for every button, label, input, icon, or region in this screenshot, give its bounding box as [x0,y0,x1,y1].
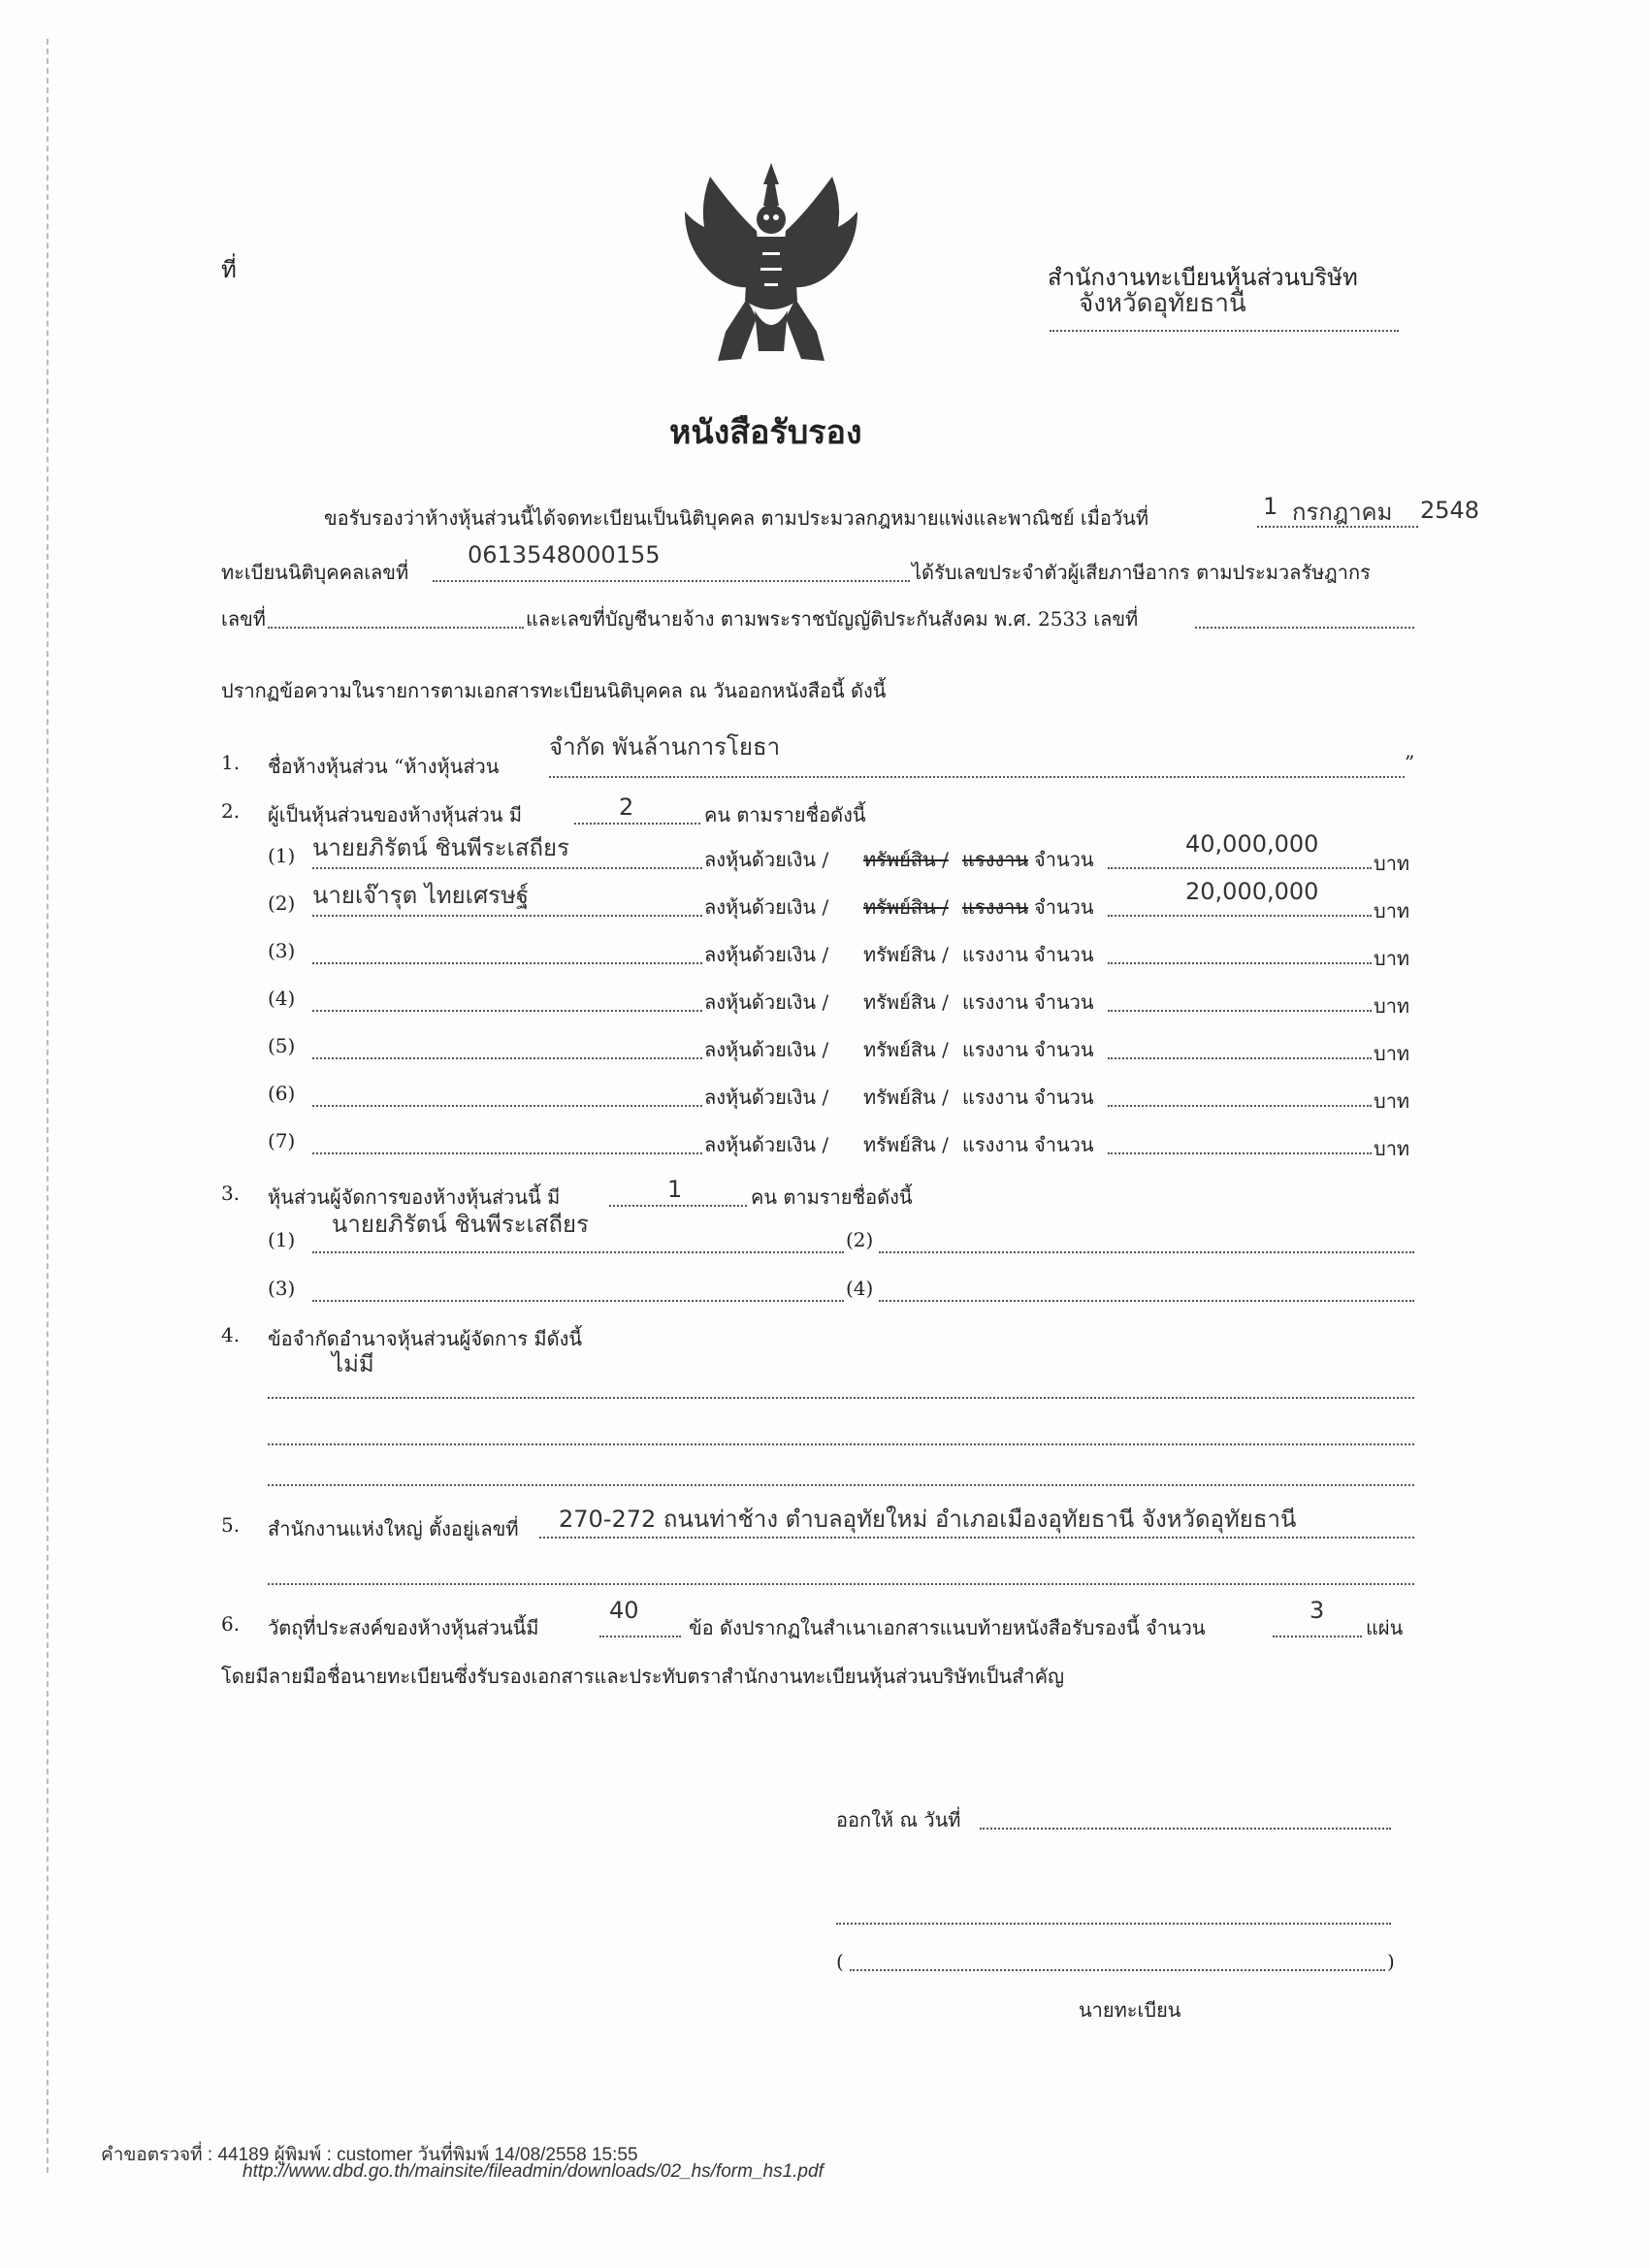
certify-text: ขอรับรองว่าห้างหุ้นส่วนนี้ได้จดทะเบียนเป็นนิติบุคคล ตามประมวลกฎหมายแพ่งและพาณิชย์ เมื่อวันที่ [324,506,1149,530]
item5-num: 5. [221,1513,241,1537]
item3-label-pre: หุ้นส่วนผู้จัดการของห้างหุ้นส่วนนี้ มี [268,1185,561,1209]
reg-year: 2548 [1420,497,1480,524]
item6-label-pre: วัตถุที่ประสงค์ของห้างหุ้นส่วนนี้มี [268,1616,539,1639]
partner-2-invest-asset: ทรัพย์สิน / [863,895,949,919]
appear-text: ปรากฏข้อความในรายการตามเอกสารทะเบียนนิติบุคคล ณ วันออกหนังสือนี้ ดังนี้ [221,679,887,702]
partner-2-invest-labor: แรงงาน [962,895,1029,919]
item6-sheets-line [1273,1636,1362,1637]
partnership-name: จำกัด พันล้านการโยธา [549,733,781,761]
partner-3-name-line [312,962,702,964]
item3-label-post: คน ตามรายชื่อดังนี้ [751,1185,913,1209]
partner-2-invest-cash: ลงหุ้นด้วยเงิน / [704,895,829,919]
manager-2-num: (2) [846,1228,874,1251]
partner-1-amount-line [1108,867,1372,869]
tax-text: ได้รับเลขประจำตัวผู้เสียภาษีอากร ตามประมวลรัษฎากร [912,561,1371,584]
item1-line [549,776,1405,778]
item1-close-quote: ” [1405,751,1415,774]
juristic-no: 0613548000155 [468,541,661,568]
item4-num: 4. [221,1323,241,1346]
sheets-count: 3 [1310,1597,1325,1624]
partner-7-invest-cash: ลงหุ้นด้วยเงิน / [704,1133,829,1156]
ref-label: ที่ [221,256,237,283]
partner-1-amount-label: จำนวน [1034,848,1094,871]
item2-num: 2. [221,799,241,823]
item4-line3 [268,1484,1414,1486]
reg-month: กรกฎาคม [1292,499,1393,526]
request-line: คำขอตรวจที่ : 44189 ผู้พิมพ์ : customer วันที่พิมพ์ 14/08/2558 15:55 [101,2145,638,2165]
issued-label: ออกให้ ณ วันที่ [836,1808,961,1831]
partner-6-invest-labor: แรงงาน [962,1085,1029,1109]
partner-7-invest-asset: ทรัพย์สิน / [863,1133,949,1156]
issued-date-line [980,1828,1391,1830]
item6-line2: โดยมีลายมือชื่อนายทะเบียนซึ่งรับรองเอกสารและประทับตราสำนักงานทะเบียนหุ้นส่วนบริษัทเป็นสำคัญ [221,1665,1064,1688]
garuda-emblem-icon [679,155,863,382]
partner-4-invest-cash: ลงหุ้นด้วยเงิน / [704,990,829,1014]
form-url: http://www.dbd.go.th/mainsite/fileadmin/downloads/02_hs/form_hs1.pdf [242,2161,824,2182]
signature-line [836,1923,1391,1925]
manager-3-num: (3) [268,1277,296,1300]
objectives-count: 40 [609,1597,639,1624]
manager-1-line [312,1251,844,1253]
partner-7-amount-label: จำนวน [1034,1133,1094,1156]
partner-6-invest-asset: ทรัพย์สิน / [863,1085,949,1109]
employer-text: และเลขที่บัญชีนายจ้าง ตามพระราชบัญญัติประกันสังคม พ.ศ. 2533 เลขที่ [526,607,1139,631]
partner-5-name-line [312,1057,702,1059]
manager-1-num: (1) [268,1228,296,1251]
registrar-name-line [850,1969,1385,1971]
manager-count: 1 [667,1176,683,1203]
item2-label-post: คน ตามรายชื่อดังนี้ [704,803,866,826]
item3-num: 3. [221,1182,241,1205]
partner-2-amount-line [1108,915,1372,917]
power-limit-value: ไม่มี [332,1350,374,1377]
partner-6-baht: บาท [1374,1089,1410,1113]
partner-6-num: (6) [268,1082,296,1105]
scan-edge [47,39,48,2173]
partner-5-baht: บาท [1374,1042,1410,1065]
open-paren: ( [836,1950,844,1973]
item3-count-line [609,1205,747,1207]
partner-6-amount-line [1108,1105,1372,1107]
registrar-title: นายทะเบียน [1079,1998,1181,2022]
partner-4-amount-label: จำนวน [1034,990,1094,1014]
partner-5-invest-asset: ทรัพย์สิน / [863,1038,949,1061]
manager-4-line [879,1300,1414,1302]
partner-1-num: (1) [268,844,296,867]
tax-no-line [268,627,524,629]
item6-label-mid: ข้อ ดังปรากฏในสำเนาเอกสารแนบท้ายหนังสือรับรองนี้ จำนวน [689,1616,1206,1639]
partner-2-amount: 20,000,000 [1185,878,1319,905]
partner-1-invest-labor: แรงงาน [962,848,1029,871]
partner-5-amount-line [1108,1057,1372,1059]
head-office-address: 270-272 ถนนท่าช้าง ตำบลอุทัยใหม่ อำเภอเมืองอุทัยธานี จังหวัดอุทัยธานี [559,1506,1297,1533]
partner-6-amount-label: จำนวน [1034,1085,1094,1109]
partner-3-invest-asset: ทรัพย์สิน / [863,943,949,966]
office-underline [1050,330,1399,332]
item1-label: ชื่อห้างหุ้นส่วน “ห้างหุ้นส่วน [268,755,500,778]
partner-3-num: (3) [268,939,296,962]
office-line2: จังหวัดอุทัยธานี [1079,289,1246,318]
partner-6-invest-cash: ลงหุ้นด้วยเงิน / [704,1085,829,1109]
item4-line1 [268,1397,1414,1399]
office-line1: สำนักงานทะเบียนหุ้นส่วนบริษัท [1048,264,1358,291]
item5-line2 [268,1583,1414,1585]
no-label: เลขที่ [221,607,266,631]
item2-count-line [574,823,700,825]
partner-2-amount-label: จำนวน [1034,895,1094,919]
partner-7-invest-labor: แรงงาน [962,1133,1029,1156]
partner-4-amount-line [1108,1010,1372,1012]
item4-label: ข้อจำกัดอำนาจหุ้นส่วนผู้จัดการ มีดังนี้ [268,1327,583,1350]
partner-4-num: (4) [268,987,296,1010]
partner-count: 2 [619,794,634,821]
partner-4-baht: บาท [1374,994,1410,1018]
partner-2-baht: บาท [1374,899,1410,923]
partner-1-name-line [312,867,702,869]
item5-label: สำนักงานแห่งใหญ่ ตั้งอยู่เลขที่ [268,1517,519,1540]
juristic-no-label: ทะเบียนนิติบุคคลเลขที่ [221,561,409,584]
partner-3-baht: บาท [1374,947,1410,970]
partner-6-name-line [312,1105,702,1107]
reg-day: 1 [1263,493,1278,520]
manager-2-line [879,1251,1414,1253]
partner-4-invest-asset: ทรัพย์สิน / [863,990,949,1014]
partner-1-amount: 40,000,000 [1185,830,1319,858]
manager-1-name: นายยภิรัตน์ ชินพีระเสถียร [332,1211,589,1238]
item6-num: 6. [221,1612,241,1636]
item2-label-pre: ผู้เป็นหุ้นส่วนของห้างหุ้นส่วน มี [268,803,523,826]
partner-5-num: (5) [268,1034,296,1057]
partner-1-name: นายยภิรัตน์ ชินพีระเสถียร [312,834,569,861]
close-paren: ) [1387,1950,1395,1973]
partner-1-invest-asset: ทรัพย์สิน / [863,848,949,871]
partner-4-invest-labor: แรงงาน [962,990,1029,1014]
partner-2-name: นายเจ๊ารุต ไทยเศรษฐ์ [312,882,530,909]
item1-num: 1. [221,751,241,774]
item6-label-post: แผ่น [1366,1616,1404,1639]
partner-7-amount-line [1108,1152,1372,1154]
item6-objectives-line [599,1636,681,1637]
partner-7-baht: บาท [1374,1137,1410,1160]
partner-4-name-line [312,1010,702,1012]
document-title: หนังสือรับรอง [669,413,862,452]
partner-2-num: (2) [268,891,296,915]
partner-2-name-line [312,915,702,917]
employer-no-line [1195,627,1414,629]
item4-line2 [268,1443,1414,1445]
partner-5-invest-cash: ลงหุ้นด้วยเงิน / [704,1038,829,1061]
partner-1-baht: บาท [1374,852,1410,875]
partner-3-amount-label: จำนวน [1034,943,1094,966]
partner-5-invest-labor: แรงงาน [962,1038,1029,1061]
juristic-no-line [433,580,910,582]
partner-7-name-line [312,1152,702,1154]
partner-7-num: (7) [268,1129,296,1152]
partner-5-amount-label: จำนวน [1034,1038,1094,1061]
partner-1-invest-cash: ลงหุ้นด้วยเงิน / [704,848,829,871]
manager-4-num: (4) [846,1277,874,1300]
manager-3-line [312,1300,844,1302]
partner-3-amount-line [1108,962,1372,964]
partner-3-invest-cash: ลงหุ้นด้วยเงิน / [704,943,829,966]
reg-date-line [1257,526,1418,528]
partner-3-invest-labor: แรงงาน [962,943,1029,966]
